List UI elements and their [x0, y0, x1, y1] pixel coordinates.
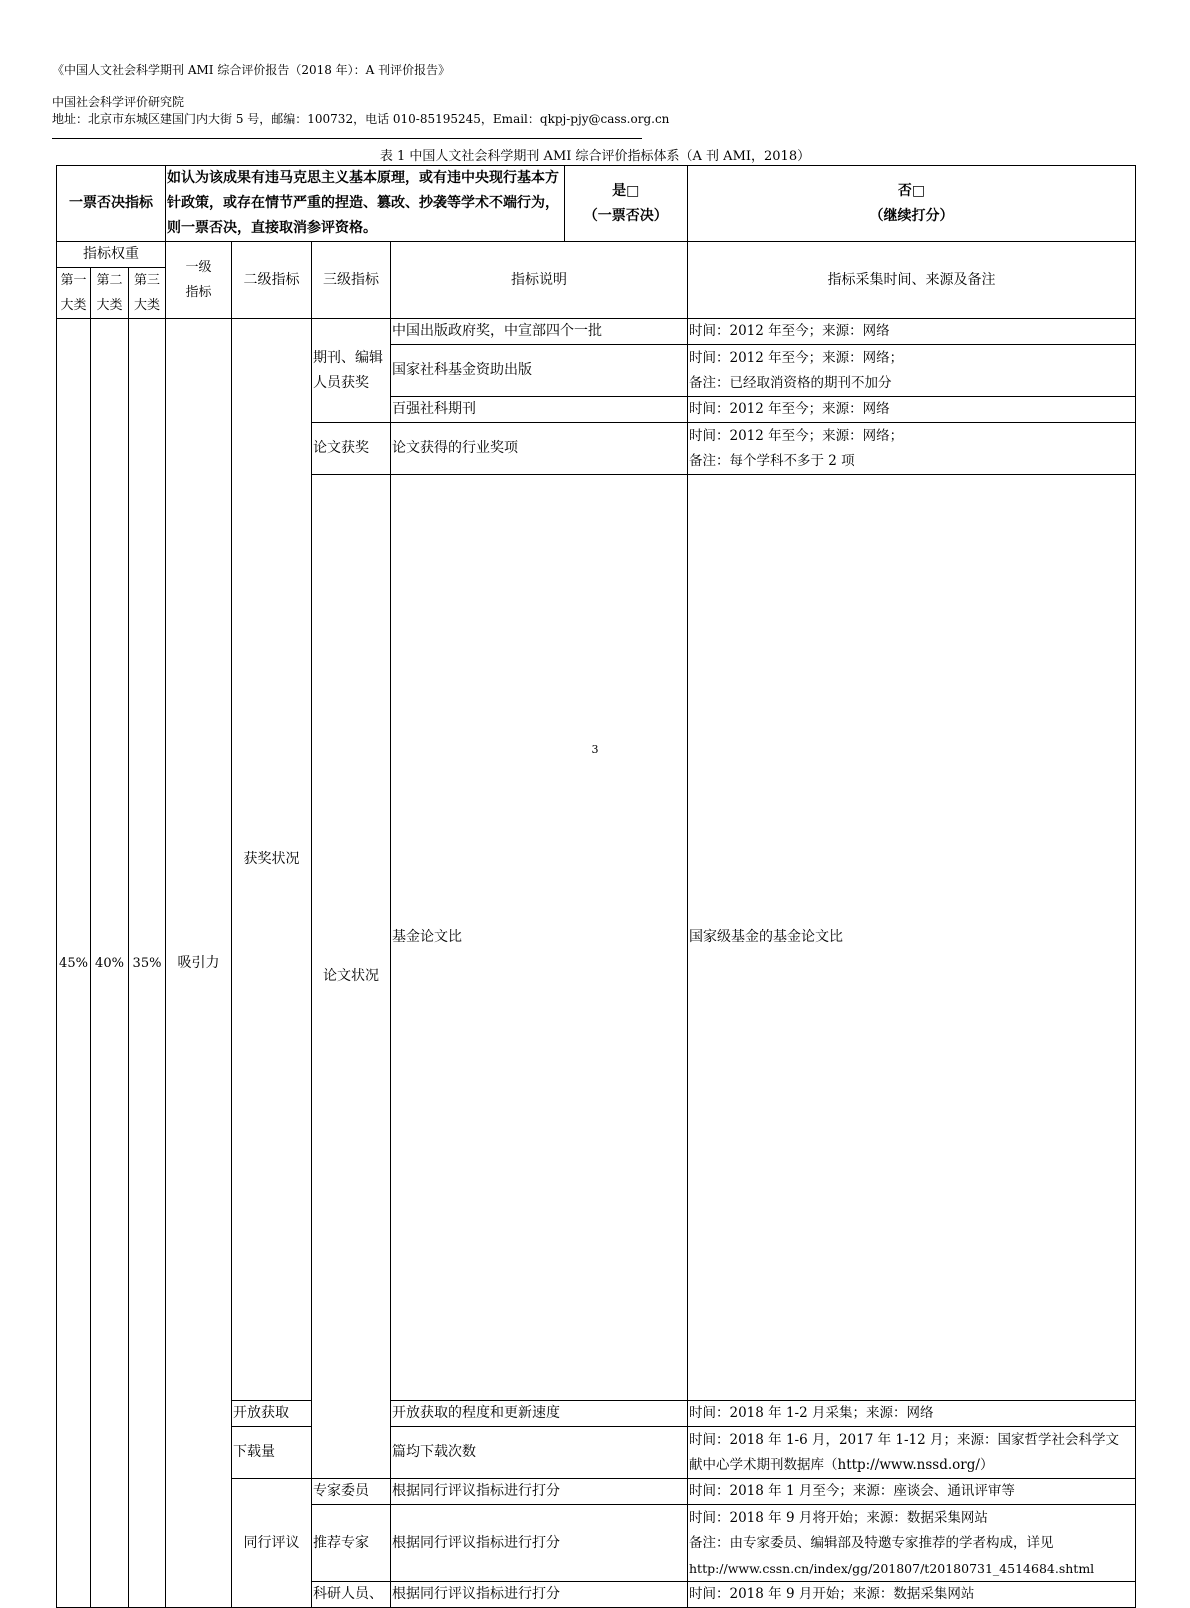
description-header: 指标说明	[391, 242, 688, 319]
level3-editor-award: 期刊、编辑 人员获奖	[312, 319, 391, 423]
source-header: 指标采集时间、来源及备注	[688, 242, 1136, 319]
page-number: 3	[591, 743, 599, 756]
weight-cat2: 40%	[91, 319, 129, 1608]
row2-description: 国家社科基金资助出版	[391, 345, 688, 397]
level3-fund-ratio: 基金论文比	[391, 475, 688, 1401]
level3-researchers: 科研人员、	[312, 1582, 391, 1608]
row3-description: 百强社科期刊	[391, 397, 688, 423]
row8-description: 根据同行评议指标进行打分	[391, 1479, 688, 1505]
level3-expert-committee: 专家委员	[312, 1479, 391, 1505]
row9-description: 根据同行评议指标进行打分	[391, 1505, 688, 1582]
report-title: 《中国人文社会科学期刊 AMI 综合评价报告（2018 年）：A 刊评价报告》	[52, 63, 451, 77]
level2-peer-review: 同行评议	[232, 1479, 312, 1608]
row10-source: 时间：2018 年 9 月开始；来源：数据采集网站	[688, 1582, 1136, 1608]
row5-description: 国家级基金的基金论文比	[688, 475, 1136, 1401]
veto-row	[57, 166, 1136, 242]
category1-header: 第一 大类	[57, 268, 91, 319]
level3-recommend-expert: 推荐专家	[312, 1505, 391, 1582]
indicator-table	[56, 165, 1136, 1608]
row10-description: 根据同行评议指标进行打分	[391, 1582, 688, 1608]
weight-cat1: 45%	[57, 319, 91, 1608]
weight-group-header: 指标权重	[57, 242, 166, 268]
veto-no-option[interactable]: 否□ （继续打分）	[688, 166, 1136, 242]
table-caption: 表 1 中国人文社会科学期刊 AMI 综合评价指标体系（A 刊 AMI，2018）	[379, 149, 811, 164]
table-row	[57, 319, 1136, 345]
level1-header: 一级 指标	[166, 242, 232, 319]
row1-source: 时间：2012 年至今；来源：网络	[688, 319, 1136, 345]
header-row	[57, 242, 1136, 268]
row2-source: 时间：2012 年至今；来源：网络； 备注：已经取消资格的期刊不加分	[688, 345, 1136, 397]
row6-source: 时间：2018 年 1-2 月采集；来源：网络	[688, 1401, 1136, 1427]
level3-paper-award: 论文获奖	[312, 423, 391, 475]
row7-source: 时间：2018 年 1-6 月，2017 年 1-12 月；来源：国家哲学社会科学文 献中心学术期刊数据库（http://www.nssd.org/）	[688, 1427, 1136, 1479]
row3-source: 时间：2012 年至今；来源：网络	[688, 397, 1136, 423]
veto-yes-option[interactable]: 是□ （一票否决）	[583, 182, 668, 224]
level2-header: 二级指标	[232, 242, 312, 319]
weight-cat3: 35%	[129, 319, 166, 1608]
organization-address: 地址：北京市东城区建国门内大街 5 号，邮编：100732，电话 010-85195245，Email：qkpj-pjy@cass.org.cn	[52, 112, 670, 126]
level2-awards: 获奖状况	[232, 319, 312, 1401]
row6-description: 开放获取的程度和更新速度	[391, 1401, 688, 1427]
level2-papers: 论文状况	[312, 475, 391, 1479]
row7-description: 篇均下载次数	[391, 1427, 688, 1479]
level3-open-access: 开放获取	[232, 1401, 312, 1427]
row8-source: 时间：2018 年 1 月至今；来源：座谈会、通讯评审等	[688, 1479, 1136, 1505]
row4-description: 论文获得的行业奖项	[391, 423, 688, 475]
veto-description: 如认为该成果有违马克思主义基本原理，或有违中央现行基本方针政策，或存在情节严重的捏造、篡改、抄袭等学术不端行为，则一票否决，直接取消参评资格。	[166, 166, 564, 241]
row4-source: 时间：2012 年至今；来源：网络； 备注：每个学科不多于 2 项	[688, 423, 1136, 475]
header-divider	[52, 138, 642, 139]
row9-source: 时间：2018 年 9 月将开始；来源：数据采集网站 备注：由专家委员、编辑部及特邀专家推荐的学者构成，详见 http://www.cssn.cn/index/gg/201807/t20180731_4514684.shtml	[688, 1505, 1136, 1582]
category2-header: 第二 大类	[91, 268, 129, 319]
level3-downloads: 下载量	[232, 1427, 312, 1479]
veto-label: 一票否决指标	[57, 166, 166, 242]
organization-name: 中国社会科学评价研究院	[52, 95, 185, 109]
row1-description: 中国出版政府奖，中宣部四个一批	[391, 319, 688, 345]
level3-header: 三级指标	[312, 242, 391, 319]
level1-attraction: 吸引力	[166, 319, 232, 1608]
category3-header: 第三 大类	[129, 268, 166, 319]
